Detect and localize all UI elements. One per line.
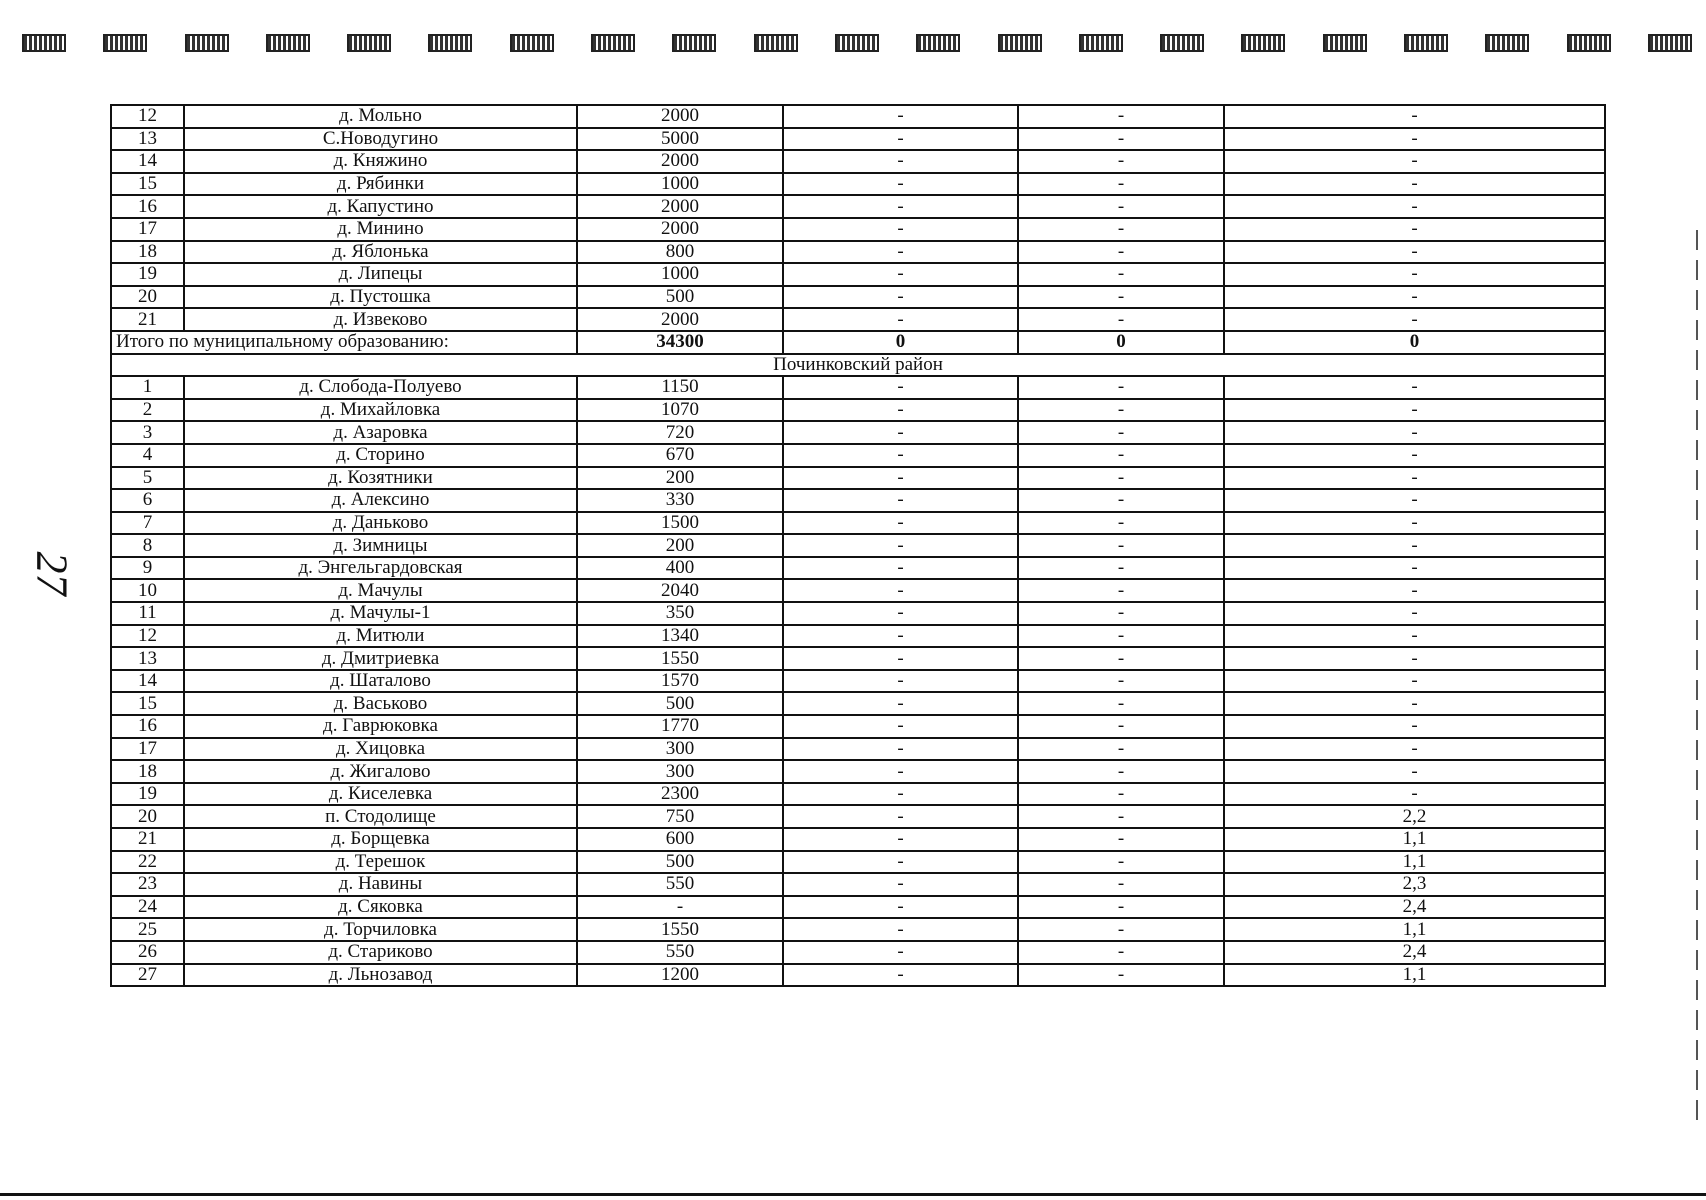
total-label: Итого по муниципальному образованию: xyxy=(111,331,577,354)
settlement-name: д. Митюли xyxy=(184,625,577,648)
settlement-name: д. Зимницы xyxy=(184,534,577,557)
table-row xyxy=(111,557,1605,580)
table-row xyxy=(111,647,1605,670)
col-c-cell: - xyxy=(1224,647,1605,670)
col-b-cell: - xyxy=(1018,964,1224,987)
col-c-cell: 2,4 xyxy=(1224,896,1605,919)
settlement-name: д. Энгельгардовская xyxy=(184,557,577,580)
value-cell: 500 xyxy=(577,692,783,715)
value-cell: 550 xyxy=(577,941,783,964)
col-a-cell: - xyxy=(783,941,1018,964)
table-row xyxy=(111,760,1605,783)
table-row xyxy=(111,195,1605,218)
total-a-cell: 0 xyxy=(783,331,1018,354)
settlement-name: д. Борщевка xyxy=(184,828,577,851)
settlement-name: д. Михайловка xyxy=(184,399,577,422)
col-b-cell: - xyxy=(1018,941,1224,964)
value-cell: 2000 xyxy=(577,150,783,173)
row-number: 8 xyxy=(111,534,184,557)
col-c-cell: - xyxy=(1224,421,1605,444)
punch-mark xyxy=(1648,34,1692,52)
table-row xyxy=(111,964,1605,987)
col-a-cell: - xyxy=(783,444,1018,467)
value-cell: 720 xyxy=(577,421,783,444)
row-number: 16 xyxy=(111,195,184,218)
col-a-cell: - xyxy=(783,105,1018,128)
col-b-cell: - xyxy=(1018,828,1224,851)
punch-mark xyxy=(835,34,879,52)
col-b-cell: - xyxy=(1018,489,1224,512)
bottom-rule xyxy=(0,1193,1706,1196)
table-row xyxy=(111,625,1605,648)
table-row xyxy=(111,467,1605,490)
settlement-name: д. Козятники xyxy=(184,467,577,490)
col-c-cell: 1,1 xyxy=(1224,918,1605,941)
table-row xyxy=(111,602,1605,625)
row-number: 3 xyxy=(111,421,184,444)
row-number: 25 xyxy=(111,918,184,941)
value-cell: 600 xyxy=(577,828,783,851)
punch-mark xyxy=(510,34,554,52)
col-a-cell: - xyxy=(783,286,1018,309)
table-row xyxy=(111,805,1605,828)
settlement-name: д. Пустошка xyxy=(184,286,577,309)
col-b-cell: - xyxy=(1018,218,1224,241)
col-a-cell: - xyxy=(783,308,1018,331)
col-c-cell: - xyxy=(1224,195,1605,218)
table-row xyxy=(111,918,1605,941)
row-number: 23 xyxy=(111,873,184,896)
settlement-name: д. Алексино xyxy=(184,489,577,512)
settlement-name: д. Дмитриевка xyxy=(184,647,577,670)
row-number: 15 xyxy=(111,692,184,715)
col-c-cell: 1,1 xyxy=(1224,828,1605,851)
row-number: 11 xyxy=(111,602,184,625)
col-c-cell: - xyxy=(1224,128,1605,151)
settlement-name: д. Капустино xyxy=(184,195,577,218)
value-cell: 1000 xyxy=(577,173,783,196)
value-cell: 1550 xyxy=(577,647,783,670)
col-b-cell: - xyxy=(1018,512,1224,535)
col-b-cell: - xyxy=(1018,738,1224,761)
col-a-cell: - xyxy=(783,692,1018,715)
settlement-name: д. Льнозавод xyxy=(184,964,577,987)
col-a-cell: - xyxy=(783,376,1018,399)
punch-mark xyxy=(1567,34,1611,52)
settlement-name: С.Новодугино xyxy=(184,128,577,151)
col-c-cell: - xyxy=(1224,760,1605,783)
col-b-cell: - xyxy=(1018,128,1224,151)
col-b-cell: - xyxy=(1018,308,1224,331)
value-cell: 1200 xyxy=(577,964,783,987)
punch-mark xyxy=(103,34,147,52)
table-row xyxy=(111,670,1605,693)
punch-mark xyxy=(916,34,960,52)
col-c-cell: - xyxy=(1224,670,1605,693)
col-a-cell: - xyxy=(783,399,1018,422)
col-b-cell: - xyxy=(1018,670,1224,693)
settlements-table xyxy=(110,104,1606,987)
value-cell: 2000 xyxy=(577,195,783,218)
value-cell: 500 xyxy=(577,286,783,309)
value-cell: 200 xyxy=(577,467,783,490)
table-row xyxy=(111,421,1605,444)
row-number: 6 xyxy=(111,489,184,512)
total-c-cell: 0 xyxy=(1224,331,1605,354)
value-cell: 1770 xyxy=(577,715,783,738)
col-a-cell: - xyxy=(783,195,1018,218)
settlement-name: д. Мачулы xyxy=(184,579,577,602)
punch-strip xyxy=(22,34,1692,56)
section-title: Починковский район xyxy=(111,354,1605,377)
table-row xyxy=(111,896,1605,919)
row-number: 20 xyxy=(111,286,184,309)
col-a-cell: - xyxy=(783,421,1018,444)
col-a-cell: - xyxy=(783,467,1018,490)
value-cell: 2000 xyxy=(577,308,783,331)
value-cell: 1070 xyxy=(577,399,783,422)
row-number: 2 xyxy=(111,399,184,422)
settlement-name: д. Рябинки xyxy=(184,173,577,196)
col-b-cell: - xyxy=(1018,692,1224,715)
col-c-cell: - xyxy=(1224,150,1605,173)
col-b-cell: - xyxy=(1018,263,1224,286)
table-row xyxy=(111,218,1605,241)
settlement-name: д. Слобода-Полуево xyxy=(184,376,577,399)
row-number: 27 xyxy=(111,964,184,987)
punch-mark xyxy=(347,34,391,52)
col-c-cell: - xyxy=(1224,376,1605,399)
col-c-cell: - xyxy=(1224,557,1605,580)
col-c-cell: 2,4 xyxy=(1224,941,1605,964)
table-row xyxy=(111,263,1605,286)
col-c-cell: - xyxy=(1224,579,1605,602)
col-b-cell: - xyxy=(1018,557,1224,580)
scan-edge xyxy=(1696,230,1698,1130)
row-number: 26 xyxy=(111,941,184,964)
settlement-name: д. Минино xyxy=(184,218,577,241)
row-number: 14 xyxy=(111,670,184,693)
row-number: 19 xyxy=(111,783,184,806)
table-row xyxy=(111,941,1605,964)
col-c-cell: - xyxy=(1224,625,1605,648)
value-cell: 2000 xyxy=(577,218,783,241)
table-row xyxy=(111,851,1605,874)
value-cell: 5000 xyxy=(577,128,783,151)
value-cell: 200 xyxy=(577,534,783,557)
col-a-cell: - xyxy=(783,534,1018,557)
page-number-handwritten: 27 xyxy=(27,551,77,596)
col-c-cell: - xyxy=(1224,467,1605,490)
col-b-cell: - xyxy=(1018,805,1224,828)
table-row xyxy=(111,828,1605,851)
table-row xyxy=(111,286,1605,309)
table-row xyxy=(111,692,1605,715)
col-c-cell: - xyxy=(1224,783,1605,806)
col-a-cell: - xyxy=(783,263,1018,286)
table-row xyxy=(111,399,1605,422)
table-body xyxy=(111,105,1605,986)
col-b-cell: - xyxy=(1018,647,1224,670)
col-b-cell: - xyxy=(1018,602,1224,625)
row-number: 7 xyxy=(111,512,184,535)
col-a-cell: - xyxy=(783,783,1018,806)
col-b-cell: - xyxy=(1018,467,1224,490)
settlement-name: д. Терешок xyxy=(184,851,577,874)
value-cell: 1570 xyxy=(577,670,783,693)
punch-mark xyxy=(22,34,66,52)
settlement-name: д. Хицовка xyxy=(184,738,577,761)
punch-mark xyxy=(1079,34,1123,52)
col-a-cell: - xyxy=(783,218,1018,241)
settlement-name: д. Мольно xyxy=(184,105,577,128)
section-header-row xyxy=(111,354,1605,377)
col-c-cell: - xyxy=(1224,489,1605,512)
punch-mark xyxy=(672,34,716,52)
settlement-name: д. Извеково xyxy=(184,308,577,331)
row-number: 9 xyxy=(111,557,184,580)
total-b-cell: 0 xyxy=(1018,331,1224,354)
col-a-cell: - xyxy=(783,647,1018,670)
row-number: 17 xyxy=(111,218,184,241)
col-a-cell: - xyxy=(783,512,1018,535)
col-b-cell: - xyxy=(1018,715,1224,738)
row-number: 20 xyxy=(111,805,184,828)
table-row xyxy=(111,128,1605,151)
col-a-cell: - xyxy=(783,579,1018,602)
col-b-cell: - xyxy=(1018,173,1224,196)
col-b-cell: - xyxy=(1018,286,1224,309)
col-a-cell: - xyxy=(783,828,1018,851)
settlement-name: д. Княжино xyxy=(184,150,577,173)
col-a-cell: - xyxy=(783,489,1018,512)
punch-mark xyxy=(1323,34,1367,52)
col-a-cell: - xyxy=(783,760,1018,783)
settlement-name: д. Торчиловка xyxy=(184,918,577,941)
row-number: 5 xyxy=(111,467,184,490)
punch-mark xyxy=(998,34,1042,52)
col-b-cell: - xyxy=(1018,105,1224,128)
col-a-cell: - xyxy=(783,241,1018,264)
table-row xyxy=(111,715,1605,738)
value-cell: 2000 xyxy=(577,105,783,128)
table-row xyxy=(111,783,1605,806)
row-number: 17 xyxy=(111,738,184,761)
col-a-cell: - xyxy=(783,625,1018,648)
settlements-table-wrap xyxy=(110,104,1604,987)
col-c-cell: - xyxy=(1224,308,1605,331)
value-cell: 300 xyxy=(577,760,783,783)
total-row xyxy=(111,331,1605,354)
col-c-cell: - xyxy=(1224,512,1605,535)
row-number: 10 xyxy=(111,579,184,602)
col-c-cell: - xyxy=(1224,534,1605,557)
punch-mark xyxy=(266,34,310,52)
table-row xyxy=(111,512,1605,535)
col-a-cell: - xyxy=(783,128,1018,151)
col-a-cell: - xyxy=(783,896,1018,919)
value-cell: 400 xyxy=(577,557,783,580)
settlement-name: д. Азаровка xyxy=(184,421,577,444)
col-c-cell: - xyxy=(1224,241,1605,264)
punch-mark xyxy=(1160,34,1204,52)
col-a-cell: - xyxy=(783,557,1018,580)
col-a-cell: - xyxy=(783,602,1018,625)
punch-mark xyxy=(1404,34,1448,52)
settlement-name: д. Навины xyxy=(184,873,577,896)
settlement-name: д. Липецы xyxy=(184,263,577,286)
row-number: 15 xyxy=(111,173,184,196)
value-cell: - xyxy=(577,896,783,919)
table-row xyxy=(111,173,1605,196)
settlement-name: д. Стариково xyxy=(184,941,577,964)
col-c-cell: - xyxy=(1224,602,1605,625)
value-cell: 300 xyxy=(577,738,783,761)
col-b-cell: - xyxy=(1018,851,1224,874)
row-number: 12 xyxy=(111,625,184,648)
col-b-cell: - xyxy=(1018,918,1224,941)
col-c-cell: - xyxy=(1224,738,1605,761)
table-row xyxy=(111,534,1605,557)
col-b-cell: - xyxy=(1018,760,1224,783)
value-cell: 1500 xyxy=(577,512,783,535)
col-c-cell: - xyxy=(1224,715,1605,738)
settlement-name: д. Сторино xyxy=(184,444,577,467)
table-row xyxy=(111,150,1605,173)
value-cell: 2040 xyxy=(577,579,783,602)
table-row xyxy=(111,376,1605,399)
value-cell: 1340 xyxy=(577,625,783,648)
row-number: 22 xyxy=(111,851,184,874)
row-number: 21 xyxy=(111,828,184,851)
col-b-cell: - xyxy=(1018,195,1224,218)
col-c-cell: 2,3 xyxy=(1224,873,1605,896)
col-b-cell: - xyxy=(1018,873,1224,896)
value-cell: 1550 xyxy=(577,918,783,941)
col-c-cell: 1,1 xyxy=(1224,964,1605,987)
col-a-cell: - xyxy=(783,173,1018,196)
value-cell: 1000 xyxy=(577,263,783,286)
col-a-cell: - xyxy=(783,715,1018,738)
col-a-cell: - xyxy=(783,964,1018,987)
value-cell: 750 xyxy=(577,805,783,828)
punch-mark xyxy=(754,34,798,52)
row-number: 24 xyxy=(111,896,184,919)
col-c-cell: - xyxy=(1224,218,1605,241)
punch-mark xyxy=(591,34,635,52)
row-number: 4 xyxy=(111,444,184,467)
settlement-name: д. Васьково xyxy=(184,692,577,715)
col-a-cell: - xyxy=(783,150,1018,173)
table-row xyxy=(111,738,1605,761)
col-b-cell: - xyxy=(1018,421,1224,444)
row-number: 18 xyxy=(111,241,184,264)
col-b-cell: - xyxy=(1018,896,1224,919)
col-b-cell: - xyxy=(1018,579,1224,602)
col-c-cell: 1,1 xyxy=(1224,851,1605,874)
col-c-cell: - xyxy=(1224,399,1605,422)
col-b-cell: - xyxy=(1018,150,1224,173)
settlement-name: д. Киселевка xyxy=(184,783,577,806)
value-cell: 500 xyxy=(577,851,783,874)
col-a-cell: - xyxy=(783,873,1018,896)
punch-mark xyxy=(428,34,472,52)
value-cell: 550 xyxy=(577,873,783,896)
table-row xyxy=(111,241,1605,264)
total-v-cell: 34300 xyxy=(577,331,783,354)
col-a-cell: - xyxy=(783,738,1018,761)
col-c-cell: - xyxy=(1224,692,1605,715)
value-cell: 350 xyxy=(577,602,783,625)
punch-mark xyxy=(1241,34,1285,52)
col-b-cell: - xyxy=(1018,534,1224,557)
settlement-name: д. Жигалово xyxy=(184,760,577,783)
col-c-cell: - xyxy=(1224,286,1605,309)
row-number: 16 xyxy=(111,715,184,738)
value-cell: 2300 xyxy=(577,783,783,806)
row-number: 19 xyxy=(111,263,184,286)
col-c-cell: - xyxy=(1224,105,1605,128)
col-a-cell: - xyxy=(783,918,1018,941)
col-c-cell: - xyxy=(1224,444,1605,467)
table-row xyxy=(111,444,1605,467)
settlement-name: д. Даньково xyxy=(184,512,577,535)
value-cell: 330 xyxy=(577,489,783,512)
row-number: 14 xyxy=(111,150,184,173)
settlement-name: д. Мачулы-1 xyxy=(184,602,577,625)
row-number: 18 xyxy=(111,760,184,783)
col-c-cell: 2,2 xyxy=(1224,805,1605,828)
punch-mark xyxy=(1485,34,1529,52)
row-number: 1 xyxy=(111,376,184,399)
col-b-cell: - xyxy=(1018,444,1224,467)
table-row xyxy=(111,308,1605,331)
value-cell: 800 xyxy=(577,241,783,264)
col-b-cell: - xyxy=(1018,376,1224,399)
settlement-name: д. Яблонька xyxy=(184,241,577,264)
table-row xyxy=(111,105,1605,128)
row-number: 12 xyxy=(111,105,184,128)
table-row xyxy=(111,873,1605,896)
col-b-cell: - xyxy=(1018,241,1224,264)
value-cell: 670 xyxy=(577,444,783,467)
row-number: 13 xyxy=(111,128,184,151)
table-row xyxy=(111,489,1605,512)
settlement-name: д. Сяковка xyxy=(184,896,577,919)
settlement-name: п. Стодолище xyxy=(184,805,577,828)
col-b-cell: - xyxy=(1018,625,1224,648)
value-cell: 1150 xyxy=(577,376,783,399)
col-a-cell: - xyxy=(783,805,1018,828)
punch-mark xyxy=(185,34,229,52)
col-c-cell: - xyxy=(1224,263,1605,286)
col-a-cell: - xyxy=(783,670,1018,693)
col-c-cell: - xyxy=(1224,173,1605,196)
col-b-cell: - xyxy=(1018,783,1224,806)
row-number: 21 xyxy=(111,308,184,331)
settlement-name: д. Шаталово xyxy=(184,670,577,693)
col-b-cell: - xyxy=(1018,399,1224,422)
settlement-name: д. Гаврюковка xyxy=(184,715,577,738)
col-a-cell: - xyxy=(783,851,1018,874)
table-row xyxy=(111,579,1605,602)
row-number: 13 xyxy=(111,647,184,670)
